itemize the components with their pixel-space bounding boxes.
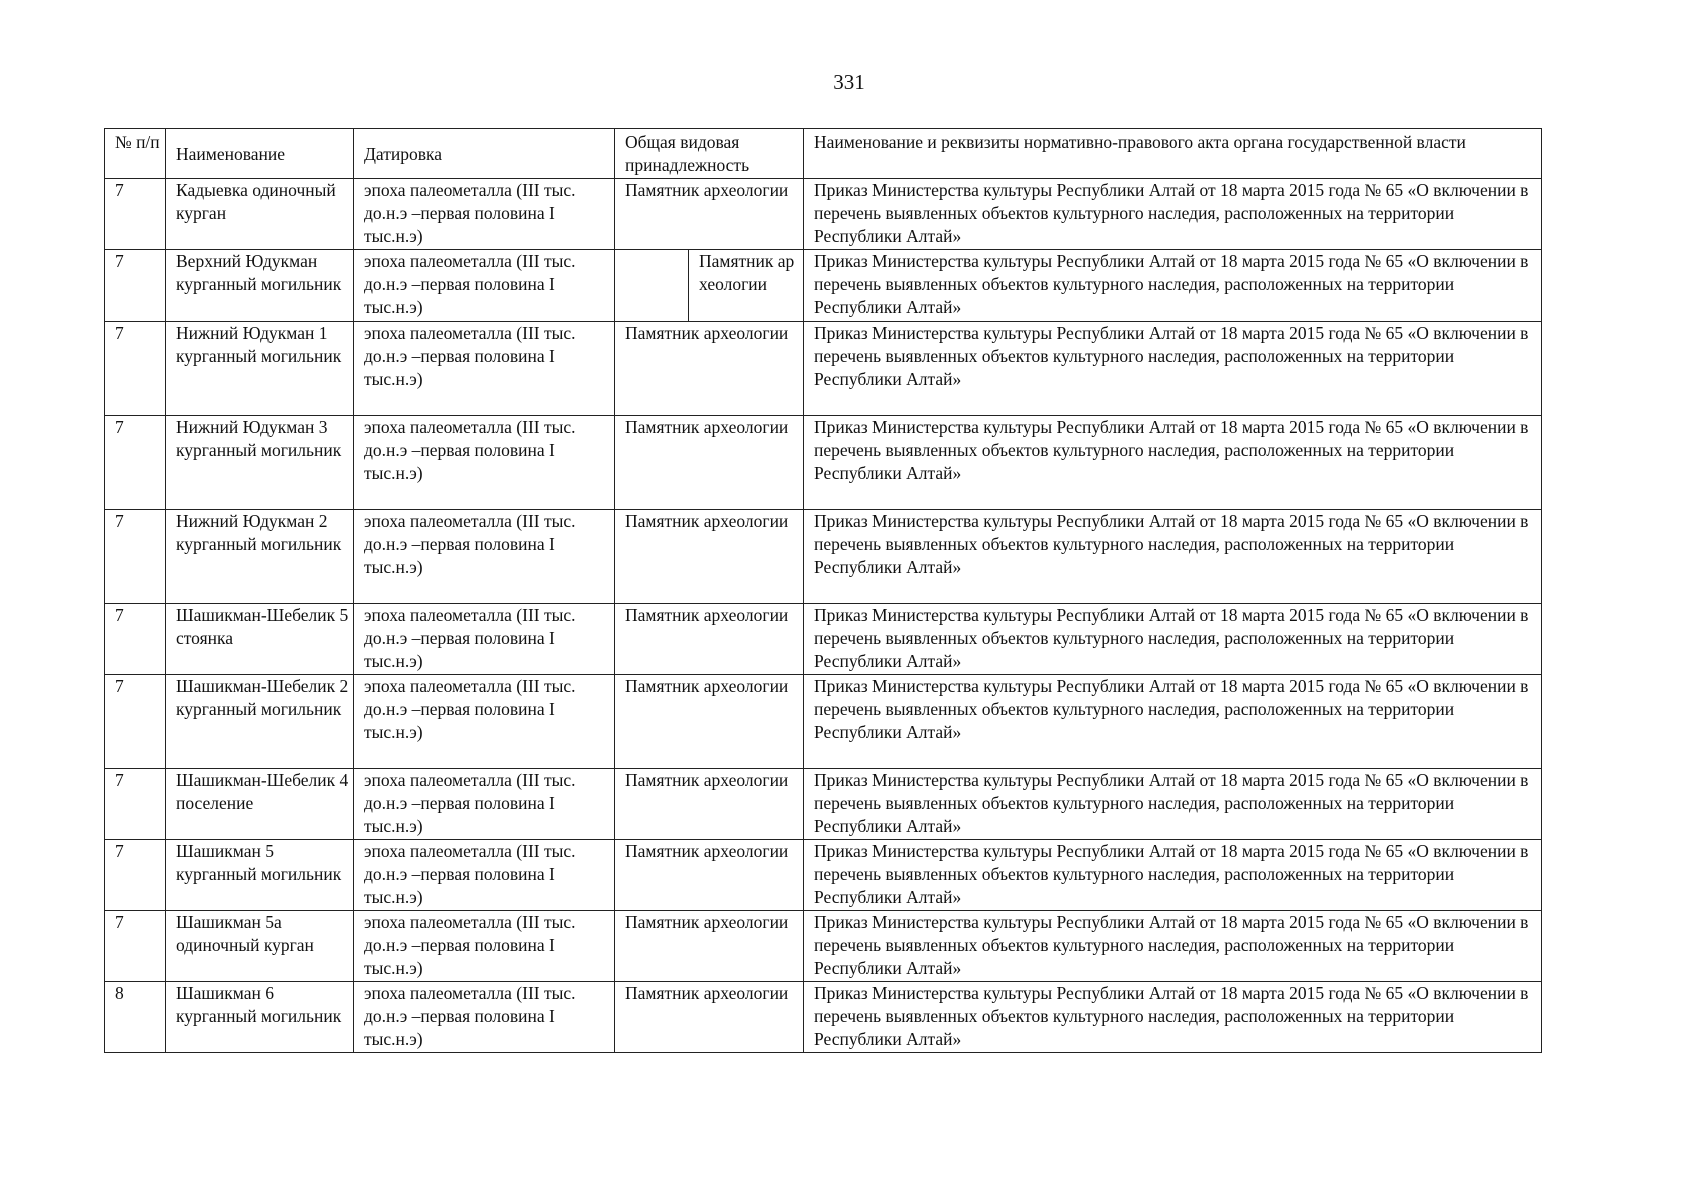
site-type: Памятник археологии: [615, 509, 804, 603]
site-dating: эпоха палеометалла (III тыс. до.н.э –первая половина I тыс.н.э): [354, 415, 615, 509]
site-dating: эпоха палеометалла (III тыс. до.н.э –первая половина I тыс.н.э): [354, 839, 615, 910]
site-type: Памятник археологии: [615, 768, 804, 839]
header-name: Наименование: [166, 129, 354, 179]
table-row: [105, 249, 1542, 321]
row-number: 7: [105, 321, 166, 415]
site-type: Памятник археологии: [615, 415, 804, 509]
site-type: Памятник археологии: [615, 839, 804, 910]
table-row: [105, 981, 1542, 1052]
legal-act: Приказ Министерства культуры Республики Алтай от 18 марта 2015 года № 65 «О включении в перечень выявленных объектов культурного наследия, расположенных на территории Республики Алтай»: [804, 603, 1542, 674]
site-type-split-cell: [615, 249, 804, 321]
row-number: 8: [105, 981, 166, 1052]
legal-act: Приказ Министерства культуры Республики Алтай от 18 марта 2015 года № 65 «О включении в перечень выявленных объектов культурного наследия, расположенных на территории Республики Алтай»: [804, 509, 1542, 603]
legal-act: Приказ Министерства культуры Республики Алтай от 18 марта 2015 года № 65 «О включении в перечень выявленных объектов культурного наследия, расположенных на территории Республики Алтай»: [804, 674, 1542, 768]
site-name: Нижний Юдукман 2 курганный могильник: [166, 509, 354, 603]
row-number: 7: [105, 415, 166, 509]
row-number: 7: [105, 249, 166, 321]
row-number: 7: [105, 910, 166, 981]
table-row: [105, 415, 1542, 509]
header-number: № п/п: [105, 129, 166, 179]
header-dating: Датировка: [354, 129, 615, 179]
site-name: Нижний Юдукман 3 курганный могильник: [166, 415, 354, 509]
site-name: Шашикман 5 курганный могильник: [166, 839, 354, 910]
table-row: [105, 321, 1542, 415]
site-dating: эпоха палеометалла (III тыс. до.н.э –первая половина I тыс.н.э): [354, 910, 615, 981]
table-row: [105, 910, 1542, 981]
row-number: 7: [105, 839, 166, 910]
row-number: 7: [105, 509, 166, 603]
table-row: [105, 674, 1542, 768]
site-dating: эпоха палеометалла (III тыс. до.н.э –первая половина I тыс.н.э): [354, 509, 615, 603]
site-type: Памятник археологии: [615, 981, 804, 1052]
site-name: Шашикман-Шебелик 4 поселение: [166, 768, 354, 839]
site-dating: эпоха палеометалла (III тыс. до.н.э –первая половина I тыс.н.э): [354, 674, 615, 768]
site-dating: эпоха палеометалла (III тыс. до.н.э –первая половина I тыс.н.э): [354, 249, 615, 321]
site-type: Памятник археологии: [699, 250, 795, 294]
site-type: Памятник археологии: [615, 178, 804, 249]
row-number: 7: [105, 674, 166, 768]
table-header-row: [105, 129, 1542, 179]
site-name: Шашикман-Шебелик 5 стоянка: [166, 603, 354, 674]
row-number: 7: [105, 603, 166, 674]
site-dating: эпоха палеометалла (III тыс. до.н.э –первая половина I тыс.н.э): [354, 981, 615, 1052]
legal-act: Приказ Министерства культуры Республики Алтай от 18 марта 2015 года № 65 «О включении в перечень выявленных объектов культурного наследия, расположенных на территории Республики Алтай»: [804, 249, 1542, 321]
table-row: [105, 839, 1542, 910]
legal-act: Приказ Министерства культуры Республики Алтай от 18 марта 2015 года № 65 «О включении в перечень выявленных объектов культурного наследия, расположенных на территории Республики Алтай»: [804, 415, 1542, 509]
site-dating: эпоха палеометалла (III тыс. до.н.э –первая половина I тыс.н.э): [354, 321, 615, 415]
table-row: [105, 509, 1542, 603]
site-name: Шашикман 6 курганный могильник: [166, 981, 354, 1052]
table-row: [105, 603, 1542, 674]
row-number: 7: [105, 178, 166, 249]
page-number: 331: [833, 70, 865, 94]
heritage-sites-table: [104, 128, 1542, 1053]
site-name: Шашикман 5а одиночный курган: [166, 910, 354, 981]
site-name: Кадыевка одиночный курган: [166, 178, 354, 249]
header-type: Общая видовая принадлежность: [615, 129, 804, 179]
site-dating: эпоха палеометалла (III тыс. до.н.э –первая половина I тыс.н.э): [354, 768, 615, 839]
site-name: Шашикман-Шебелик 2 курганный могильник: [166, 674, 354, 768]
site-type: Памятник археологии: [615, 603, 804, 674]
site-dating: эпоха палеометалла (III тыс. до.н.э –первая половина I тыс.н.э): [354, 603, 615, 674]
legal-act: Приказ Министерства культуры Республики Алтай от 18 марта 2015 года № 65 «О включении в перечень выявленных объектов культурного наследия, расположенных на территории Республики Алтай»: [804, 910, 1542, 981]
site-name: Нижний Юдукман 1 курганный могильник: [166, 321, 354, 415]
table-row: [105, 768, 1542, 839]
legal-act: Приказ Министерства культуры Республики Алтай от 18 марта 2015 года № 65 «О включении в перечень выявленных объектов культурного наследия, расположенных на территории Республики Алтай»: [804, 981, 1542, 1052]
header-legal-act: Наименование и реквизиты нормативно-правового акта органа государственной власти: [804, 129, 1542, 179]
legal-act: Приказ Министерства культуры Республики Алтай от 18 марта 2015 года № 65 «О включении в перечень выявленных объектов культурного наследия, расположенных на территории Республики Алтай»: [804, 178, 1542, 249]
legal-act: Приказ Министерства культуры Республики Алтай от 18 марта 2015 года № 65 «О включении в перечень выявленных объектов культурного наследия, расположенных на территории Республики Алтай»: [804, 321, 1542, 415]
site-name: Верхний Юдукман курганный могильник: [166, 249, 354, 321]
site-type: Памятник археологии: [615, 674, 804, 768]
site-dating: эпоха палеометалла (III тыс. до.н.э –первая половина I тыс.н.э): [354, 178, 615, 249]
site-type: Памятник археологии: [615, 321, 804, 415]
site-type: Памятник археологии: [615, 910, 804, 981]
row-number: 7: [105, 768, 166, 839]
table-row: [105, 178, 1542, 249]
legal-act: Приказ Министерства культуры Республики Алтай от 18 марта 2015 года № 65 «О включении в перечень выявленных объектов культурного наследия, расположенных на территории Республики Алтай»: [804, 768, 1542, 839]
empty-subcell: [615, 250, 689, 321]
legal-act: Приказ Министерства культуры Республики Алтай от 18 марта 2015 года № 65 «О включении в перечень выявленных объектов культурного наследия, расположенных на территории Республики Алтай»: [804, 839, 1542, 910]
